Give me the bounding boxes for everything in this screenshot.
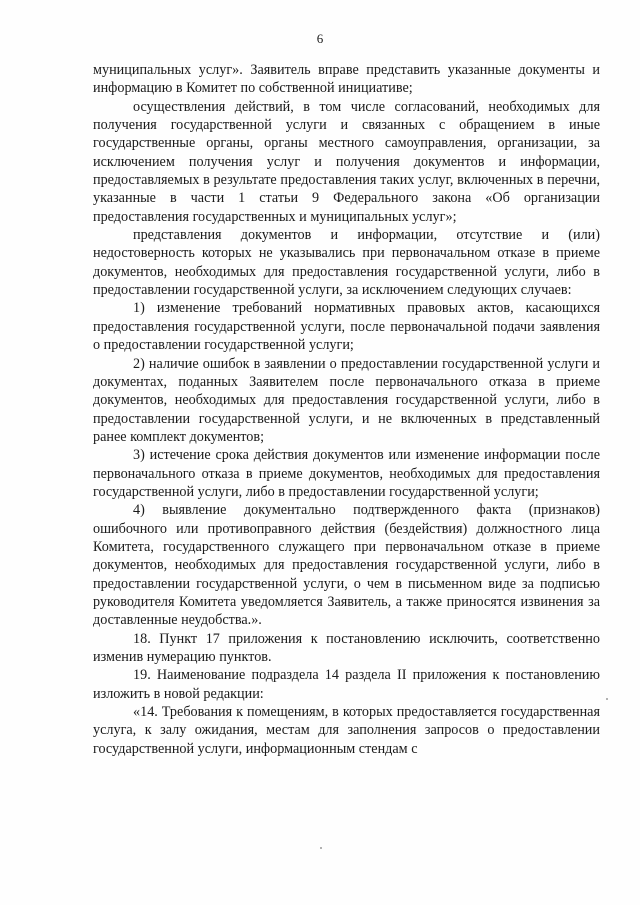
paragraph-subsection-14: «14. Требования к помещениям, в которых предоставляется государственная услуга, к залу ожидания, местам для заполнения запросов о предоставлении государственной услуги, информационным стендам с xyxy=(93,704,600,757)
scan-speck xyxy=(320,847,322,849)
paragraph-actions: осуществления действий, в том числе согласований, необходимых для получения государственной услуги и связанных с обращением в иные государственные органы, органы местного самоуправления, организации, за исключением получения услуг и получения документов и информации, предоставляемых в результате предоставления таких услуг, включенных в перечни, указанные в части 1 статьи 9 Федерального закона «Об организации предоставления государственных и муниципальных услуг»; xyxy=(93,98,600,225)
paragraph-item-19: 19. Наименование подраздела 14 раздела II приложения к постановлению изложить в новой редакции: xyxy=(93,667,600,702)
paragraph-item-18: 18. Пункт 17 приложения к постановлению исключить, соответственно изменив нумерацию пунктов. xyxy=(93,630,600,665)
paragraph-documents: представления документов и информации, отсутствие и (или) недостоверность которых не указывались при первоначальном отказе в приеме документов, необходимых для предоставления государственной услуги, либо в предоставлении государственной услуги, за исключением следующих случаев: xyxy=(93,227,600,299)
paragraph-continuation: муниципальных услуг». Заявитель вправе представить указанные документы и информацию в Комитет по собственной инициативе; xyxy=(93,62,600,97)
list-item-4: 4) выявление документально подтвержденного факта (признаков) ошибочного или противоправного действия (бездействия) должностного лица Комитета, государственного служащего при первоначальном отказе в приеме документов, необходимых для предоставления государственной услуги, либо в предоставлении государственной услуги, о чем в письменном виде за подписью руководителя Комитета уведомляется Заявитель, а также приносятся извинения за доставленные неудобства.». xyxy=(93,502,600,629)
list-item-2: 2) наличие ошибок в заявлении о предоставлении государственной услуги и документах, поданных Заявителем после первоначального отказа в приеме документов, необходимых для предоставления государственной услуги, либо в предоставлении государственной услуги, и не включенных в представленный ранее комплект документов; xyxy=(93,355,600,445)
page-number: 6 xyxy=(316,31,324,46)
scan-speck xyxy=(606,698,608,700)
document-body xyxy=(93,61,600,758)
list-item-3: 3) истечение срока действия документов или изменение информации после первоначального отказа в приеме документов, необходимых для предоставления государственной услуги, либо в предоставлении государственной услуги; xyxy=(93,447,600,500)
list-item-1: 1) изменение требований нормативных правовых актов, касающихся предоставления государственной услуги, после первоначальной подачи заявления о предоставлении государственной услуги; xyxy=(93,300,600,354)
